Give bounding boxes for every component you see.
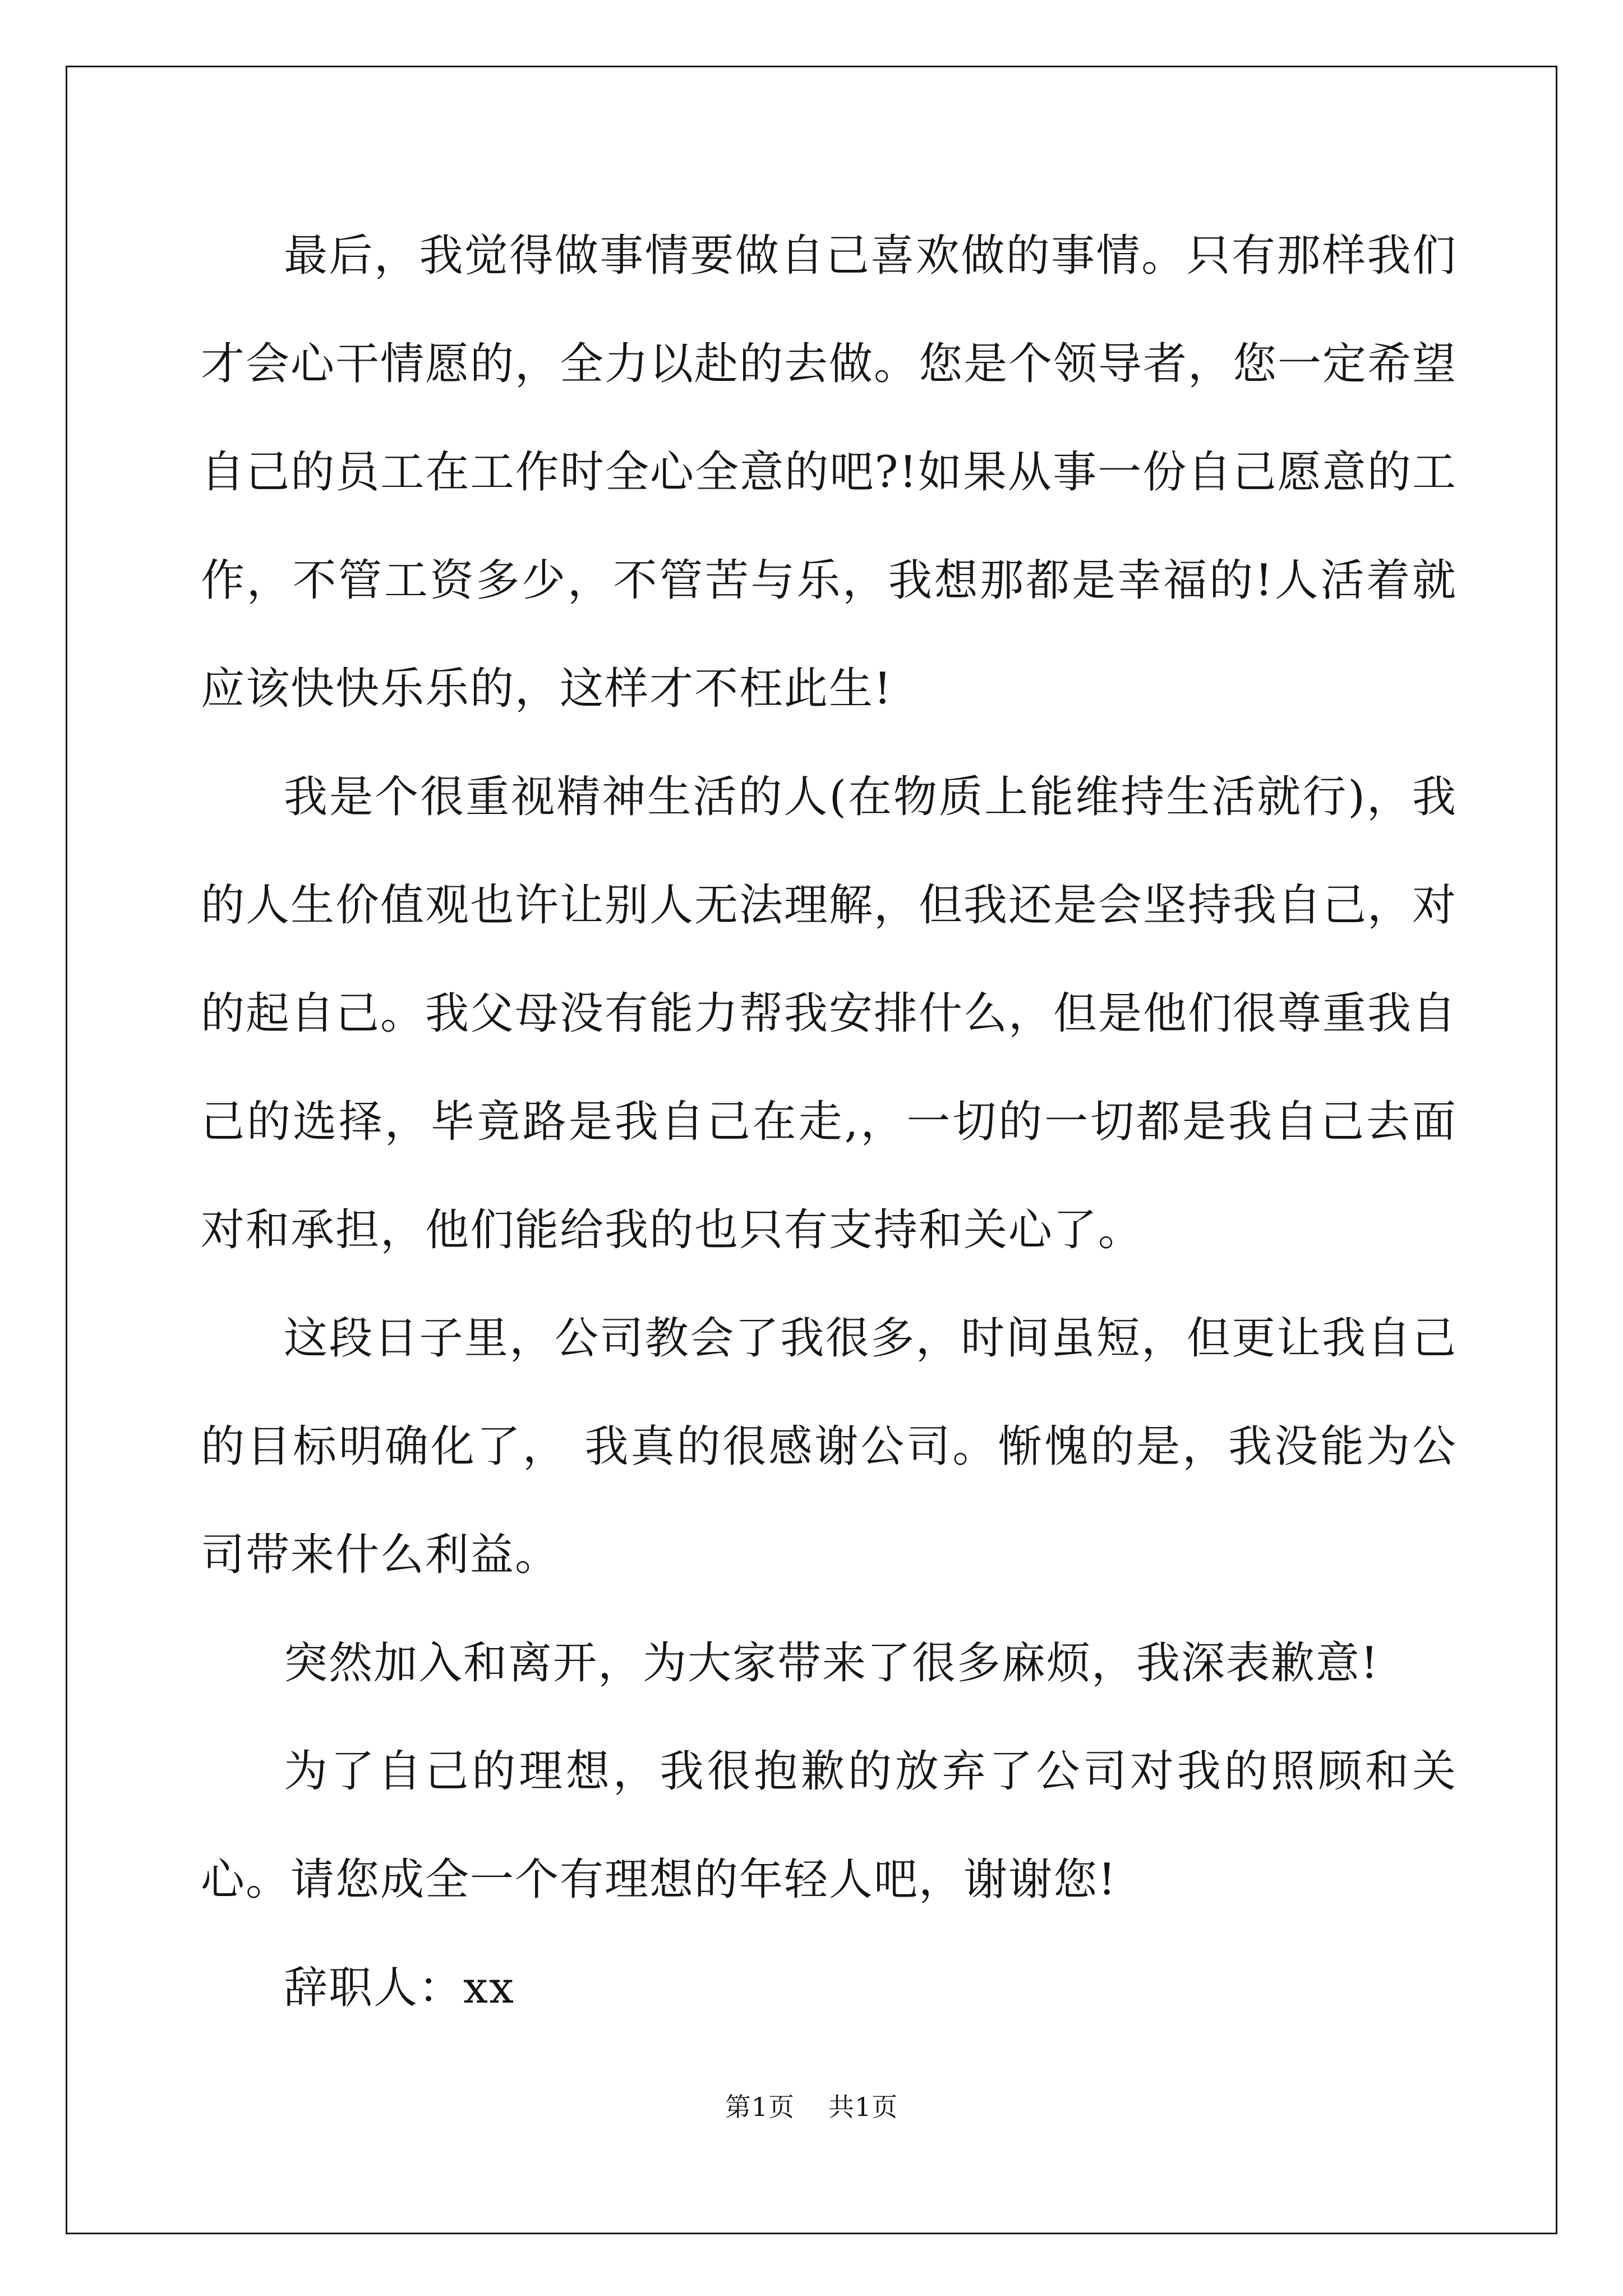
signature-line: 辞职人：xx	[284, 1963, 515, 2013]
paragraph-apology: 突然加入和离开，为大家带来了很多麻烦，我深表歉意!	[284, 1638, 1380, 1688]
page-footer	[0, 2087, 1623, 2124]
page-number: 第1页	[725, 2092, 795, 2122]
page-total: 共1页	[828, 2092, 898, 2122]
paragraph-values: 我是个很重视精神生活的人(在物质上能维持生活就行)，我的人生价值观也许让别人无法理解，但我还是会坚持我自己，对的起自己。我父母没有能力帮我安排什么，但是他们很尊重我自己的选择，毕竟路是我自己在走,，一切的一切都是我自己去面对和承担，他们能给我的也只有支持和关心了。	[201, 772, 1458, 1255]
paragraph-request: 为了自己的理想，我很抱歉的放弃了公司对我的照顾和关心。请您成全一个有理想的年轻人吧，谢谢您!	[201, 1746, 1457, 1905]
paragraph-gratitude: 这段日子里，公司教会了我很多，时间虽短，但更让我自己的目标明确化了， 我真的很感谢公司。惭愧的是，我没能为公司带来什么利益。	[201, 1313, 1457, 1580]
paragraph-conclusion: 最后，我觉得做事情要做自己喜欢做的事情。只有那样我们才会心干情愿的，全力以赴的去做。您是个领导者，您一定希望自己的员工在工作时全心全意的吧?!如果从事一份自己愿意的工作，不管工资多少，不管苦与乐，我想那都是幸福的!人活着就应该快快乐乐的，这样才不枉此生!	[201, 231, 1458, 714]
letter-body	[201, 202, 1457, 2042]
